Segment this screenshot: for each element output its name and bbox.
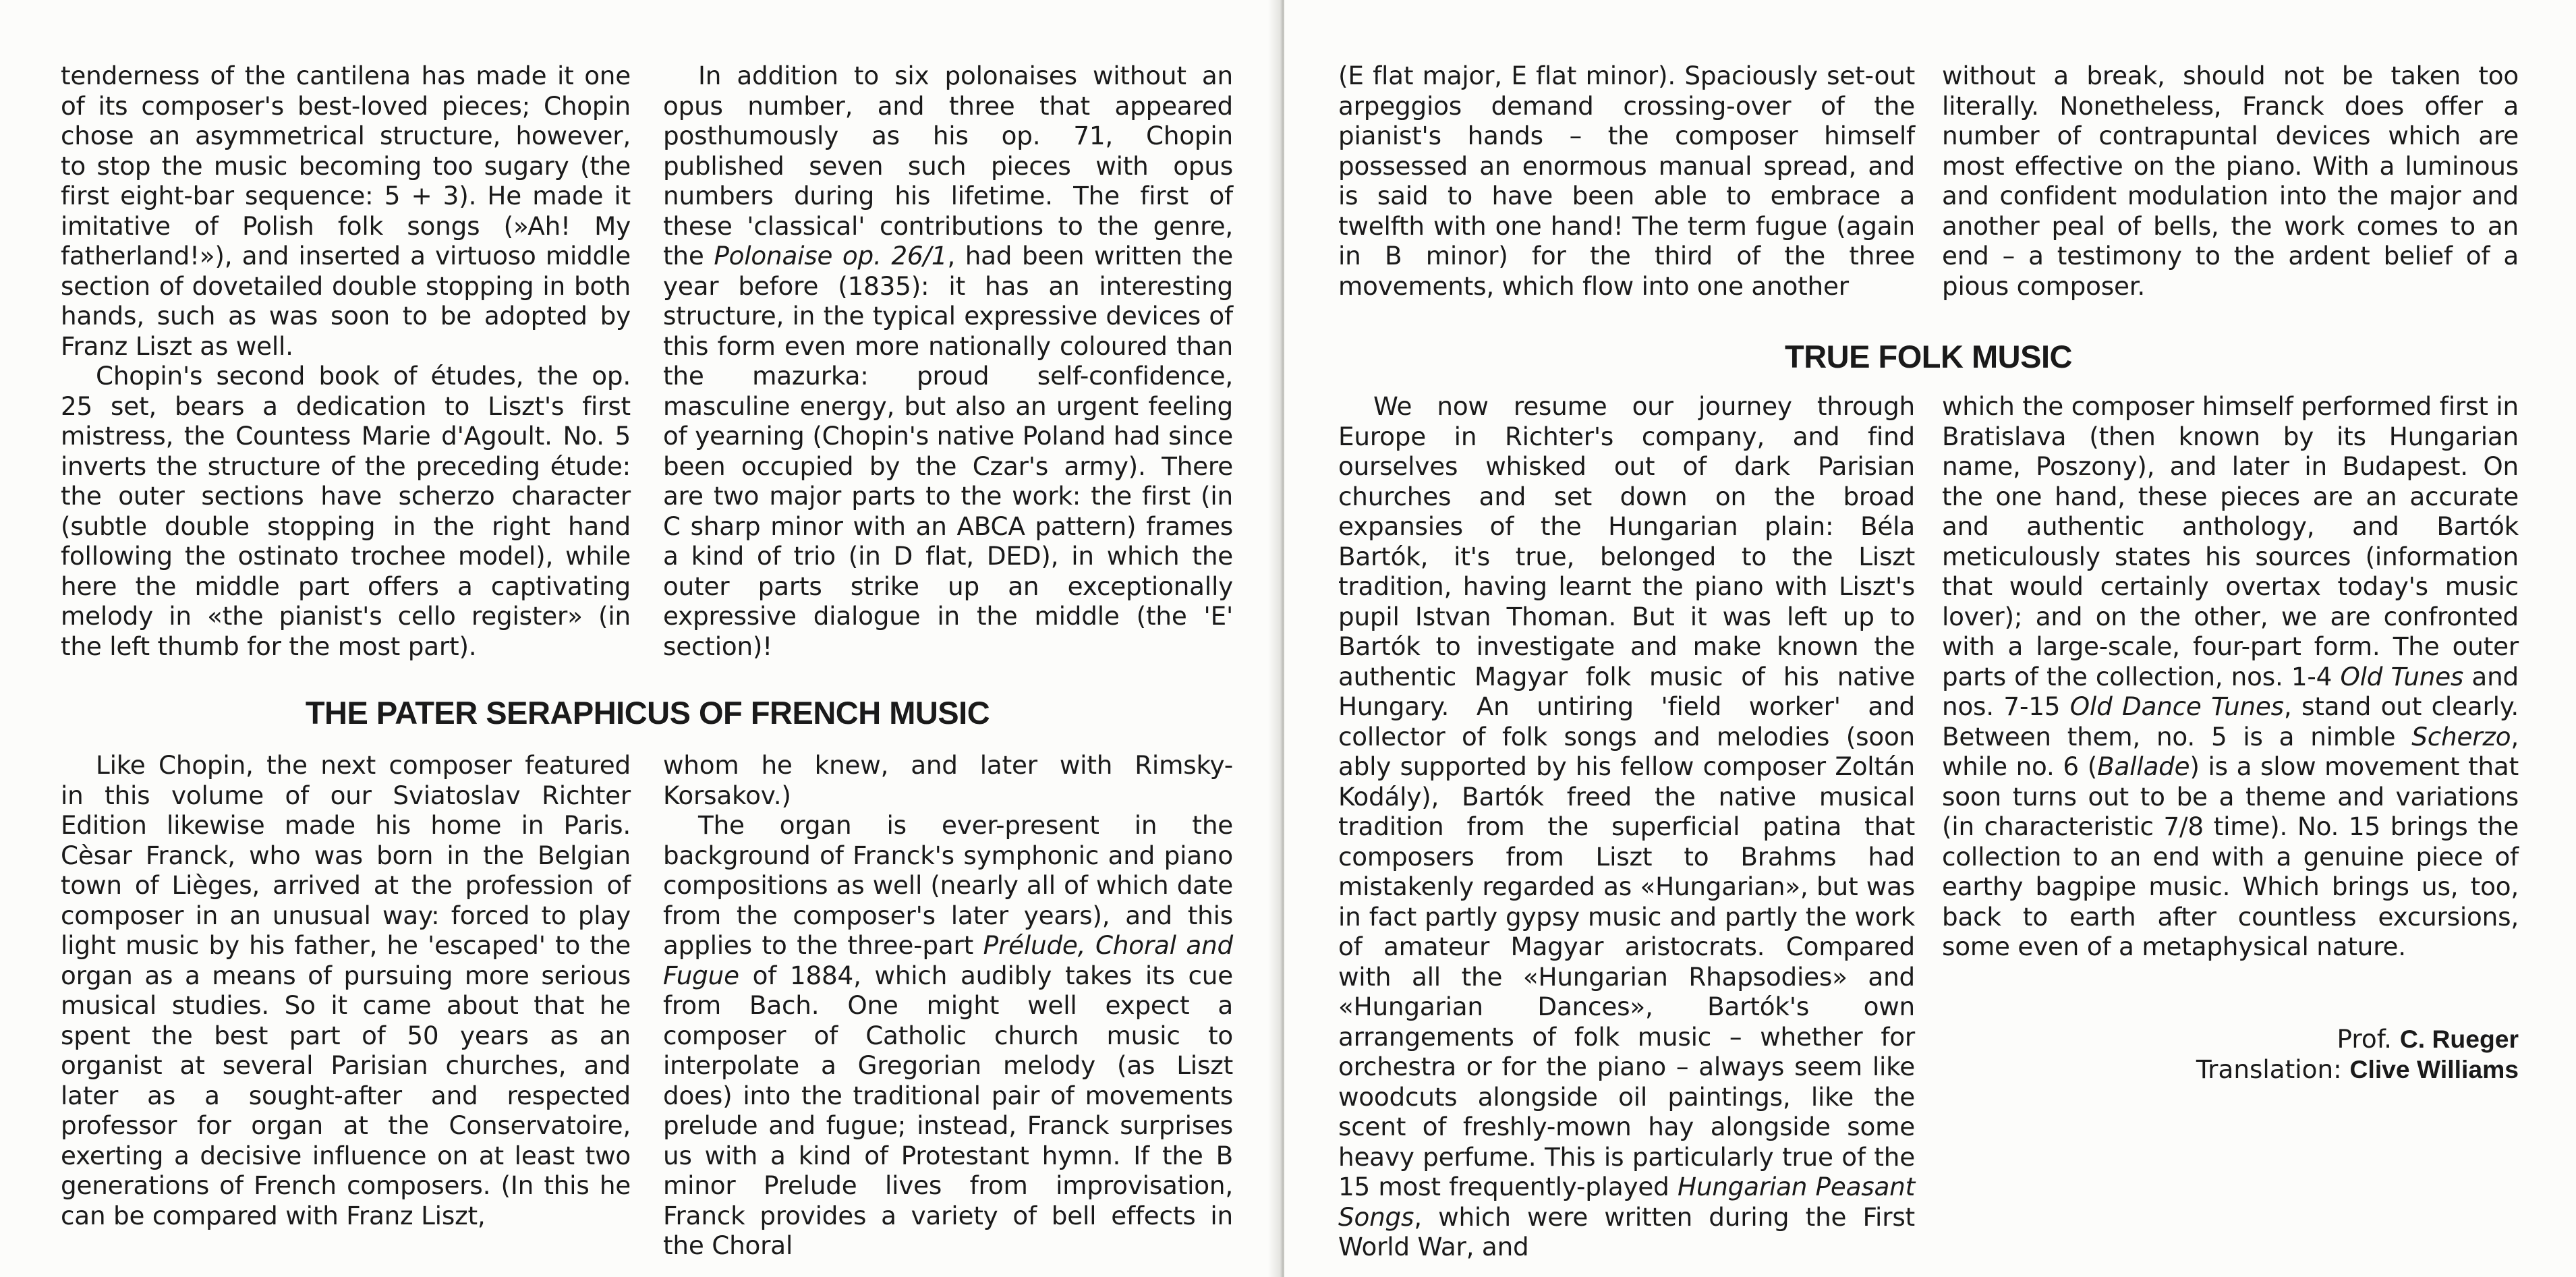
right-col2-top [1942, 61, 2519, 301]
left-col2-top [663, 61, 1233, 661]
section-heading-pater-seraphicus: THE PATER SERAPHICUS OF FRENCH MUSIC [305, 695, 990, 731]
paragraph: without a break, should not be taken too literally. Nonetheless, Franck does offer a number of contrapuntal devices which are most effective on the piano. With a luminous and confident modulation into the major and another peal of bells, the work comes to an end – a testimony to the ardent belief of a pious composer. [1942, 61, 2519, 301]
left-col2-bottom [663, 750, 1233, 1261]
paragraph: which the composer himself performed first in Bratislava (then known by its Hungarian name, Poszony), and later in Budapest. On the one hand, these pieces are an accurate and authentic anthology, and Bartók meticulously states his sources (information that would certainly overtax today's music lover); and on the other, we are confronted with a large-scale, four-part form. The outer parts of the collection, nos. 1-4 Old Tunes and nos. 7-15 Old Dance Tunes, stand out clearly. Between them, no. 5 is a nimble Scherzo, while no. 6 (Ballade) is a slow movement that soon turns out to be a theme and variations (in characteristic 7/8 time). No. 15 brings the collection to an end with a genuine piece of earthy bagpipe music. Which brings us, too, back to earth after countless excursions, some even of a metaphysical nature. [1942, 391, 2519, 961]
paragraph: whom he knew, and later with Rimsky-Korsakov.) [663, 750, 1233, 810]
section-heading-true-folk-music: TRUE FOLK MUSIC [1785, 339, 2072, 374]
credits [1942, 1024, 2519, 1084]
translator-credit: Translation: Clive Williams [2196, 1054, 2519, 1084]
paragraph: The organ is ever-present in the background of Franck's symphonic and piano compositions as well (nearly all of which date from the composer's later years), and this applies to the three-part Prélude, Choral and Fugue of 1884, which audibly takes its cue from Bach. One might well expect a composer of Catholic church music to interpolate a Gregorian melody (as Liszt does) into the traditional pair of movements prelude and fugue; instead, Franck surprises us with a kind of Protestant hymn. If the B minor Prelude lives from improvisation, Franck provides a variety of bell effects in the Choral [663, 810, 1233, 1260]
paragraph: Like Chopin, the next composer featured in this volume of our Sviatoslav Richter Edition likewise made his home in Paris. Cèsar Franck, who was born in the Belgian town of Lièges, arrived at the profession of composer in an unusual way: forced to play light music by his father, he 'escaped' to the organ as a means of pursuing more serious musical studies. So it came about that he spent the best part of 50 years as an organist at several Parisian churches, and later as a sought-after and respected professor for organ at the Conservatoire, exerting a decisive influence on at least two generations of French composers. (In this he can be compared with Franz Liszt, [61, 750, 631, 1230]
paragraph: (E flat major, E flat minor). Spaciously set-out arpeggios demand crossing-over of the pianist's hands – the composer himself possessed an enormous manual spread, and is said to have been able to embrace a twelfth with one hand! The term fugue (again in B minor) for the third of the three movements, which flow into one another [1338, 61, 1915, 301]
right-col1-bottom [1338, 391, 1915, 1262]
left-page [0, 0, 1276, 1277]
paragraph: We now resume our journey through Europe in Richter's company, and find ourselves whisked out of dark Parisian churches and set down on the broad expansies of the Hungarian plain: Béla Bartók, it's true, belonged to the Liszt tradition, having learnt the piano with Liszt's pupil Istvan Thoman. But it was left up to Bartók to investigate and make known the authentic Magyar folk music of his native Hungary. An untiring 'field worker' and collector of folk songs and melodies (soon ably supported by his fellow composer Zoltán Kodály), Bartók freed the native musical tradition from the superficial patina that composers from Liszt to Brahms had mistakenly regarded as «Hungarian», but was in fact partly gypsy music and partly the work of amateur Magyar aristocrats. Compared with all the «Hungarian Rhapsodies» and «Hungarian Dances», Bartók's own arrangements of folk music – whether for orchestra or for the piano – always seem like woodcuts alongside oil paintings, like the scent of freshly-mown hay alongside some heavy perfume. This is particularly true of the 15 most frequently-played Hungarian Peasant Songs, which were written during the First World War, and [1338, 391, 1915, 1261]
right-page [1284, 0, 2576, 1277]
paragraph: Chopin's second book of études, the op. 25 set, bears a dedication to Liszt's first mistress, the Countess Marie d'Agoult. No. 5 inverts the structure of the preceding étude: the outer sections have scherzo character (subtle double stopping in the right hand following the ostinato trochee model), while here the middle part offers a captivating melody in «the pianist's cello register» (in the left thumb for the most part). [61, 361, 631, 661]
right-col1-top [1338, 61, 1915, 301]
right-col2-bottom [1942, 391, 2519, 962]
paragraph: tenderness of the cantilena has made it one of its composer's best-loved pieces; Chopin chose an asymmetrical structure, however, to stop the music becoming too sugary (the first eight-bar sequence: 5 + 3). He made it imitative of Polish folk songs (»Ah! My fatherland!»), and inserted a virtuoso middle section of dovetailed double stopping in both hands, such as was soon to be adopted by Franz Liszt as well. [61, 61, 631, 361]
author-credit: Prof. C. Rueger [2337, 1024, 2519, 1054]
left-col1-top [61, 61, 631, 661]
paragraph: In addition to six polonaises without an opus number, and three that appeared posthumously as his op. 71, Chopin published seven such pieces with opus numbers during his lifetime. The first of these 'classical' contributions to the genre, the Polonaise op. 26/1, had been written the year before (1835): it has an interesting structure, in the typical expressive devices of this form even more nationally coloured than the mazurka: proud self-confidence, masculine energy, but also an urgent feeling of yearning (Chopin's native Poland had since been occupied by the Czar's army). There are two major parts to the work: the first (in C sharp minor with an ABCA pattern) frames a kind of trio (in D flat, DED), in which the outer parts strike up an exceptionally expressive dialogue in the middle (the 'E' section)! [663, 61, 1233, 661]
left-col1-bottom [61, 750, 631, 1230]
